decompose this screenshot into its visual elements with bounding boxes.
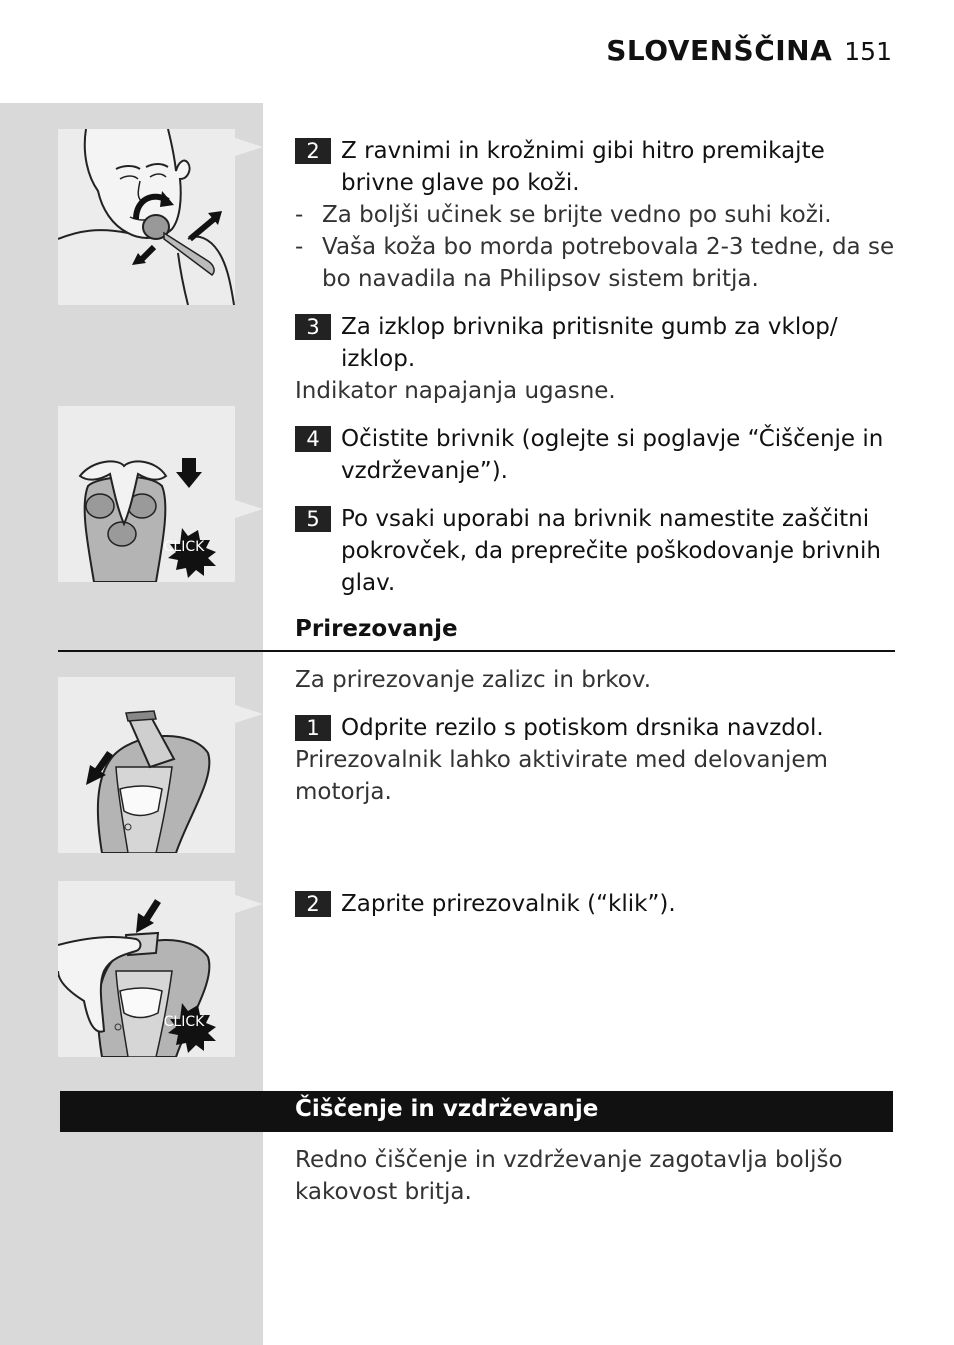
trim-step-2-block (295, 888, 895, 920)
bullet-text: Vaša koža bo morda potrebovala 2-3 tedne, da se bo navadila na Philipsov sistem britja. (322, 234, 895, 292)
step-text: Zaprite prirezovalnik (“klik”). (341, 891, 676, 917)
illustration-pointer (235, 138, 263, 156)
step-3 (295, 311, 895, 375)
illustration-pointer (235, 705, 263, 723)
step-number: 2 (295, 891, 331, 917)
trim-step-2 (295, 888, 895, 920)
bullet-text: Za boljši učinek se brijte vedno po suhi koži. (322, 202, 832, 228)
trim-step-1 (295, 712, 895, 744)
step-note: Indikator napajanja ugasne. (295, 378, 616, 404)
page-header (606, 34, 892, 67)
illustration-trimmer-open (58, 677, 235, 853)
step-text: Z ravnimi in krožnimi gibi hitro premikajte brivne glave po koži. (341, 138, 825, 196)
step-5-block (295, 503, 895, 599)
trim-step-1-block (295, 712, 895, 808)
page-number: 151 (844, 37, 892, 66)
trimming-intro: Za prirezovanje zalizc in brkov. (295, 667, 652, 693)
language-title: SLOVENŠČINA (606, 34, 833, 67)
step-number: 4 (295, 426, 331, 452)
bullet-item: - Vaša koža bo morda potrebovala 2-3 tedne, da se bo navadila na Philipsov sistem britja. (295, 231, 895, 295)
step-text: Po vsaki uporabi na brivnik namestite zaščitni pokrovček, da preprečite poškodovanje brivnih glav. (341, 506, 881, 596)
section-heading-cleaning: Čiščenje in vzdrževanje (295, 1096, 599, 1122)
step-number: 1 (295, 715, 331, 741)
illustration-shaving-face (58, 129, 235, 305)
illustration-trimmer-close (58, 881, 235, 1057)
step-number: 5 (295, 506, 331, 532)
section-heading-trimming: Prirezovanje (295, 616, 458, 642)
step-text: Očistite brivnik (oglejte si poglavje “Čiščenje in vzdrževanje”). (341, 426, 884, 484)
section-bar-cleaning (60, 1091, 893, 1132)
step-text: Za izklop brivnika pritisnite gumb za vklop/ izklop. (341, 314, 838, 372)
step-5 (295, 503, 895, 599)
step-4 (295, 423, 895, 487)
step-4-block (295, 423, 895, 487)
step-2-block (295, 135, 895, 295)
section-rule (58, 650, 895, 652)
click-label: CLICK (163, 1014, 205, 1030)
step-3-block (295, 311, 895, 407)
illustration-protection-cap (58, 406, 235, 582)
step-number: 3 (295, 314, 331, 340)
step-note: Prirezovalnik lahko aktivirate med delovanjem motorja. (295, 747, 828, 805)
click-label: CLICK (163, 539, 205, 555)
illustration-pointer (235, 500, 263, 518)
bullet-item: - Za boljši učinek se brijte vedno po suhi koži. (295, 199, 895, 231)
illustration-pointer (235, 895, 263, 913)
step-2 (295, 135, 895, 199)
step-text: Odprite rezilo s potiskom drsnika navzdol. (341, 715, 824, 741)
step-number: 2 (295, 138, 331, 164)
cleaning-intro: Redno čiščenje in vzdrževanje zagotavlja boljšo kakovost britja. (295, 1147, 843, 1205)
